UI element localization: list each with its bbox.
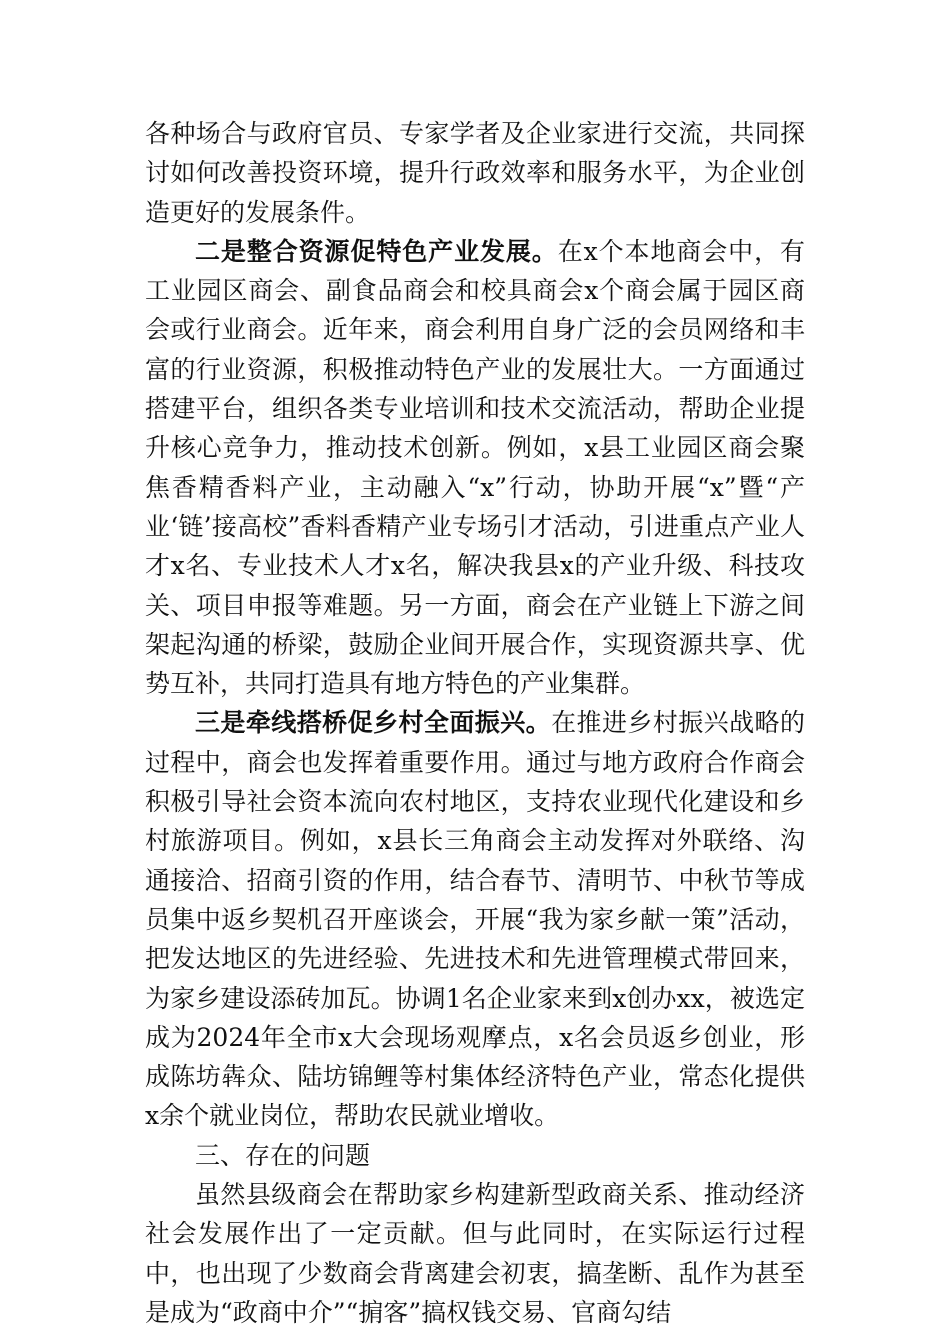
paragraph-continuation [145,114,805,232]
paragraph-existing-problems [145,1175,805,1332]
paragraph-text: 虽然县级商会在帮助家乡构建新型政商关系、推动经济社会发展作出了一定贡献。但与此同时，在实际运行过程中，也出现了少数商会背离建会初衷，搞垄断、乱作为甚至是成为“政商中介”“掮客”搞权钱交易、官商勾结 [145,1180,805,1327]
paragraph-text: 在x个本地商会中，有工业园区商会、副食品商会和校具商会x个商会属于园区商会或行业商会。近年来，商会利用自身广泛的会员网络和丰富的行业资源，积极推动特色产业的发展壮大。一方面通过搭建平台，组织各类专业培训和技术交流活动，帮助企业提升核心竞争力，推动技术创新。例如，x县工业园区商会聚焦香精香料产业，主动融入“x”行动，协助开展“x”暨“产业‘链’接高校”香料香精产业专场引才活动，引进重点产业人才x名、专业技术人才x名，解决我县x的产业升级、科技攻关、项目申报等难题。另一方面，商会在产业链上下游之间架起沟通的桥梁，鼓励企业间开展合作，实现资源共享、优势互补，共同打造具有地方特色的产业集群。 [145,236,805,699]
paragraph-text: 各种场合与政府官员、专家学者及企业家进行交流，共同探讨如何改善投资环境，提升行政效率和服务水平，为企业创造更好的发展条件。 [145,119,805,227]
paragraph-rural-revitalization [145,703,805,1135]
paragraph-lead: 三是牵线搭桥促乡村全面振兴。 [195,708,552,738]
paragraph-industry-development [145,232,805,704]
paragraph-lead: 二是整合资源促特色产业发展。 [195,236,558,266]
paragraph-text: 在推进乡村振兴战略的过程中，商会也发挥着重要作用。通过与地方政府合作商会积极引导社会资本流向农村地区，支持农业现代化建设和乡村旅游项目。例如，x县长三角商会主动发挥对外联络、沟通接洽、招商引资的作用，结合春节、清明节、中秋节等成员集中返乡契机召开座谈会，开展“我为家乡献一策”活动，把发达地区的先进经验、先进技术和先进管理模式带回来，为家乡建设添砖加瓦。协调1名企业家来到x创办xx，被选定成为2024年全市x大会现场观摩点，x名会员返乡创业，形成陈坊犇众、陆坊锦鲤等村集体经济特色产业，常态化提供x余个就业岗位，帮助农民就业增收。 [145,708,805,1131]
document-body [145,114,805,1332]
section-heading: 三、存在的问题 [195,1140,371,1170]
